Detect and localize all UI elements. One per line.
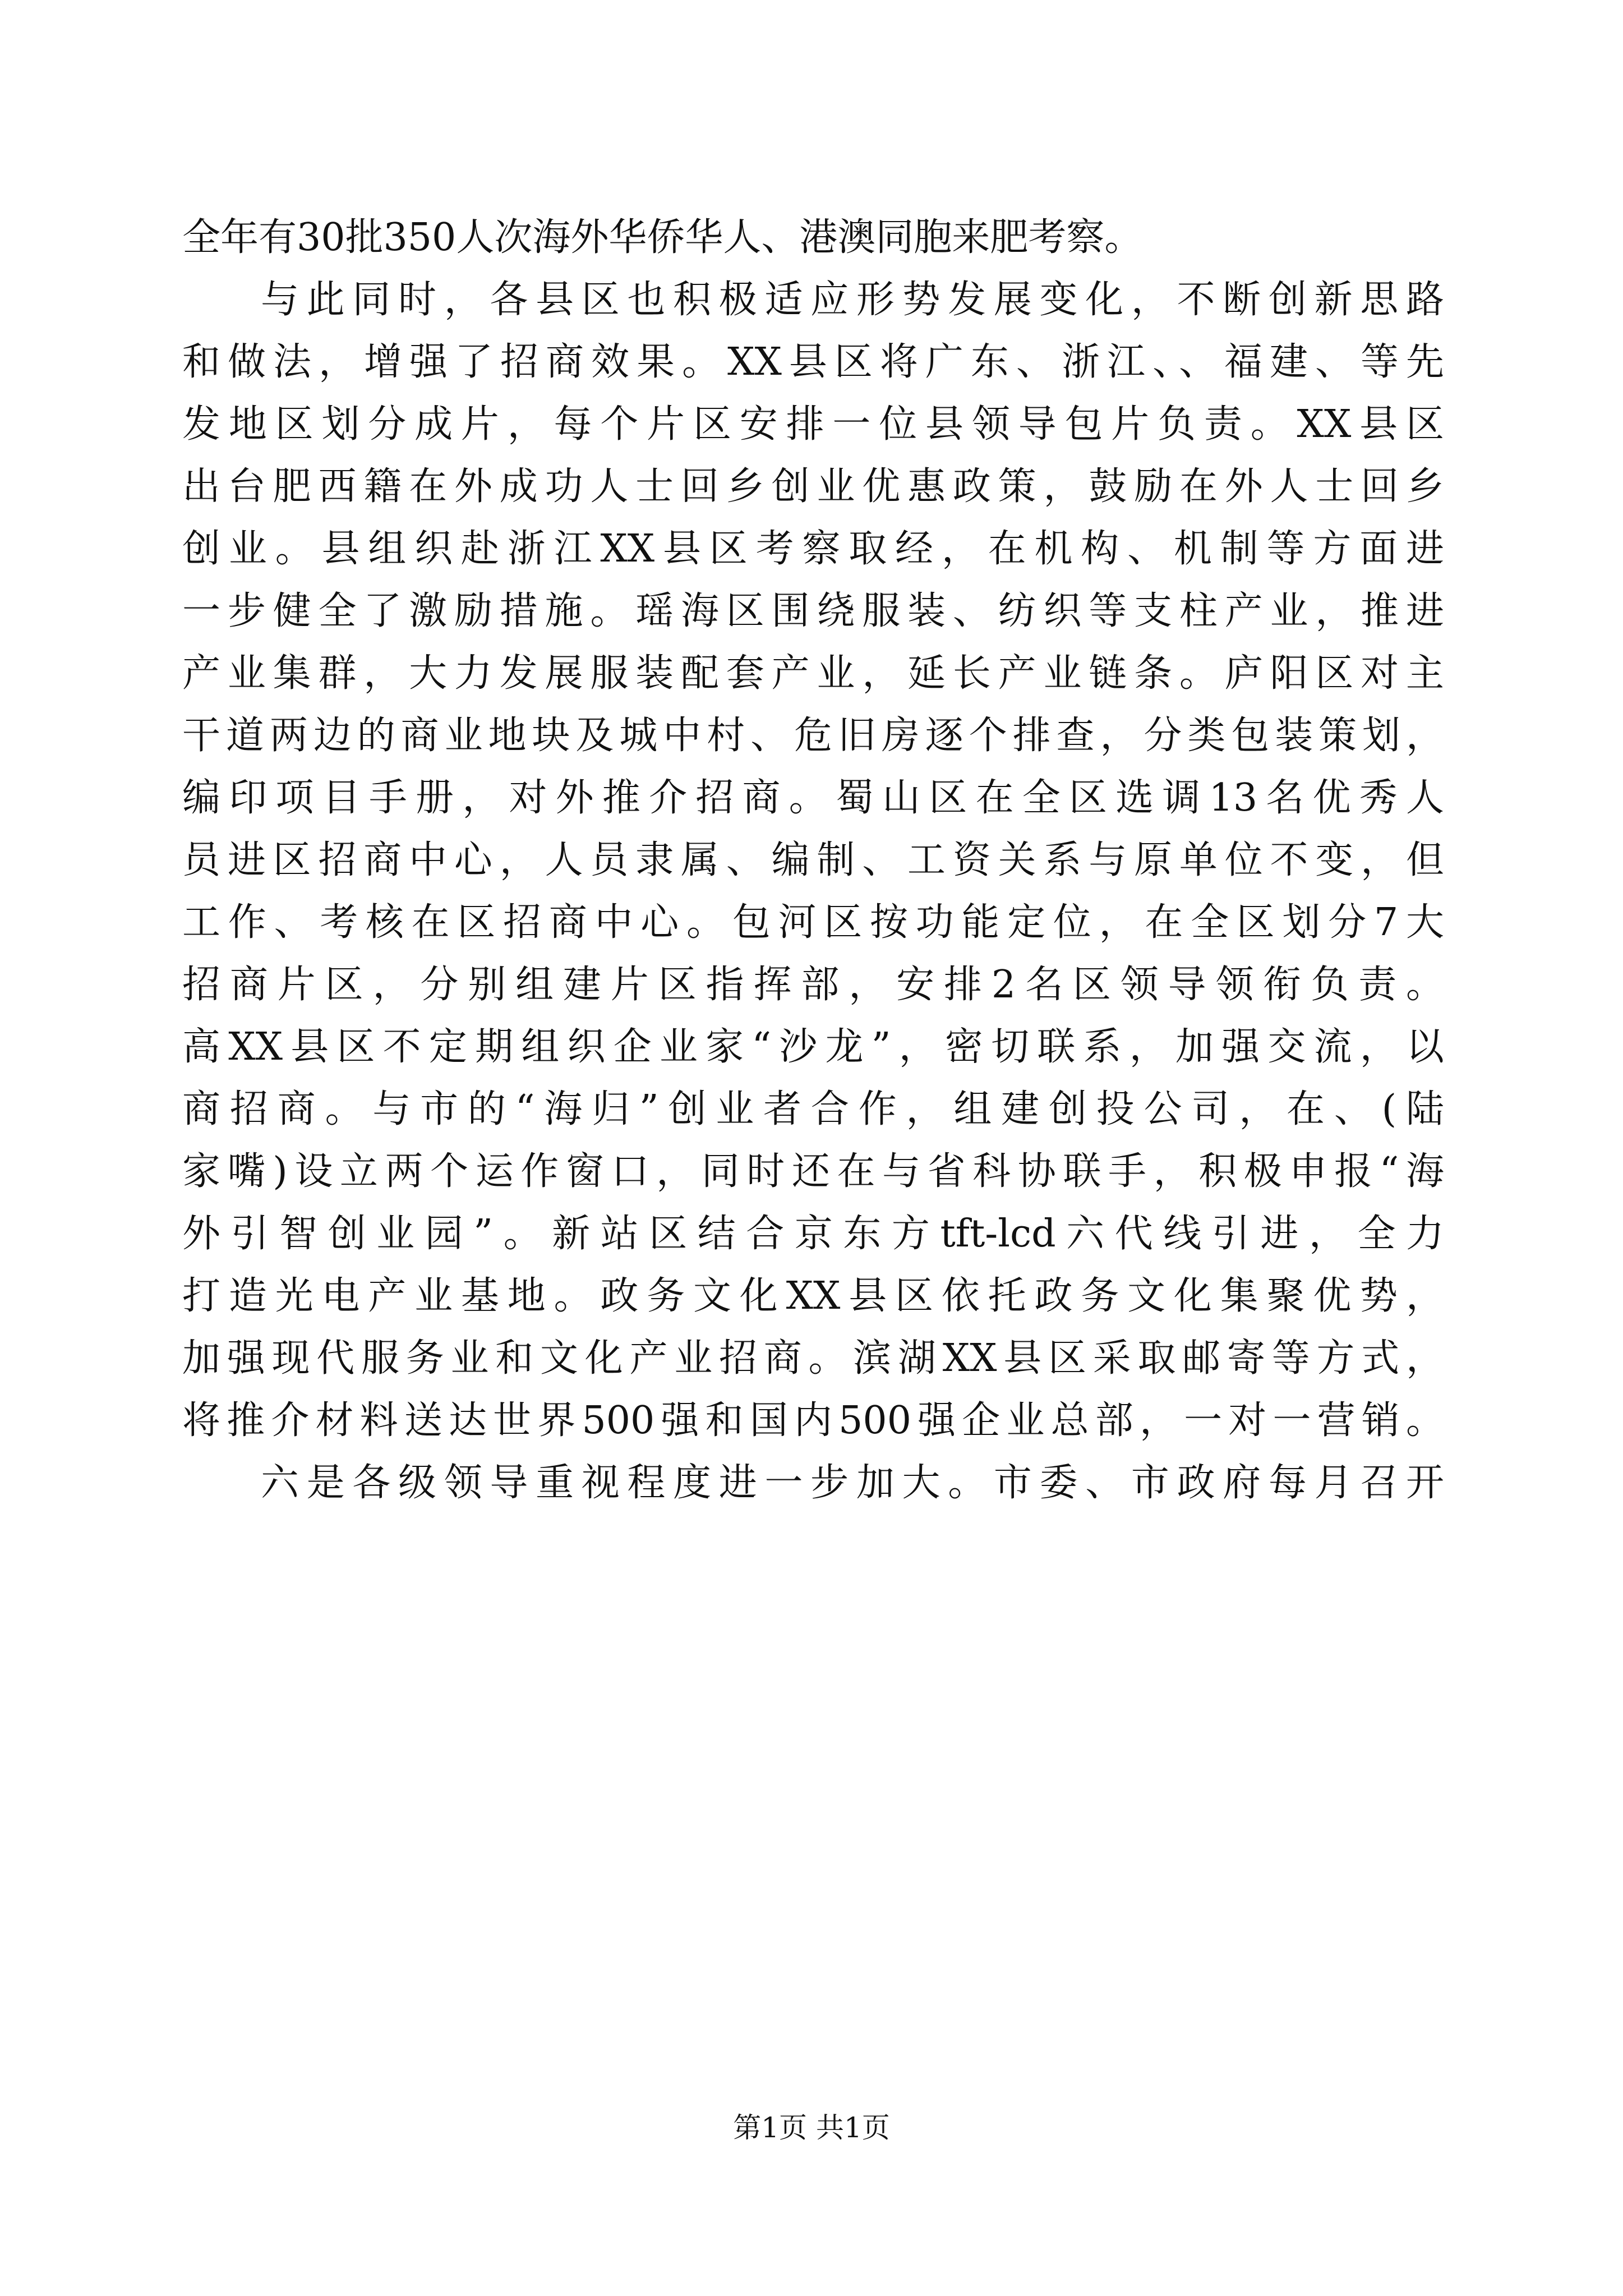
text-line: 创业。县组织赴浙江XX县区考察取经，在机构、机制等方面进 xyxy=(182,527,1444,571)
text-line: 将推介材料送达世界500强和国内500强企业总部，一对一营销。 xyxy=(182,1398,1444,1443)
text-line: 干道两边的商业地块及城中村、危旧房逐个排查，分类包装策划， xyxy=(182,714,1444,758)
text-line: 加强现代服务业和文化产业招商。滨湖XX县区采取邮寄等方式， xyxy=(182,1336,1444,1381)
page-footer: 第1页 共1页 xyxy=(733,2111,890,2144)
paragraph-first-line: 与此同时，各县区也积极适应形势发展变化，不断创新思路 xyxy=(261,278,1444,322)
text-line: 编印项目手册，对外推介招商。蜀山区在全区选调13名优秀人 xyxy=(182,776,1444,820)
paragraph-first-line: 六是各级领导重视程度进一步加大。市委、市政府每月召开 xyxy=(261,1461,1444,1505)
text-line: 外引智创业园”。新站区结合京东方tft-lcd六代线引进，全力 xyxy=(182,1212,1444,1256)
text-line: 员进区招商中心，人员隶属、编制、工资关系与原单位不变，但 xyxy=(182,838,1444,882)
text-line: 工作、考核在区招商中心。包河区按功能定位，在全区划分7大 xyxy=(182,900,1444,945)
text-line: 全年有30批350人次海外华侨华人、港澳同胞来肥考察。 xyxy=(182,215,1143,260)
text-line: 发地区划分成片，每个片区安排一位县领导包片负责。XX县区 xyxy=(182,402,1444,447)
text-line: 产业集群，大力发展服装配套产业，延长产业链条。庐阳区对主 xyxy=(182,651,1444,696)
text-line: 一步健全了激励措施。瑶海区围绕服装、纺织等支柱产业，推进 xyxy=(182,589,1444,633)
text-line: 家嘴)设立两个运作窗口，同时还在与省科协联手，积极申报“海 xyxy=(182,1149,1444,1194)
text-line: 招商片区，分别组建片区指挥部，安排2名区领导领衔负责。 xyxy=(182,963,1444,1007)
text-line: 出台肥西籍在外成功人士回乡创业优惠政策，鼓励在外人士回乡 xyxy=(182,464,1444,509)
text-line: 打造光电产业基地。政务文化XX县区依托政务文化集聚优势， xyxy=(182,1274,1444,1318)
text-line: 高XX县区不定期组织企业家“沙龙”，密切联系，加强交流，以 xyxy=(182,1025,1444,1069)
body-text xyxy=(182,206,1444,1514)
text-line: 商招商。与市的“海归”创业者合作，组建创投公司，在、(陆 xyxy=(182,1087,1444,1131)
text-line: 和做法，增强了招商效果。XX县区将广东、浙江、、福建、等先 xyxy=(182,340,1444,384)
